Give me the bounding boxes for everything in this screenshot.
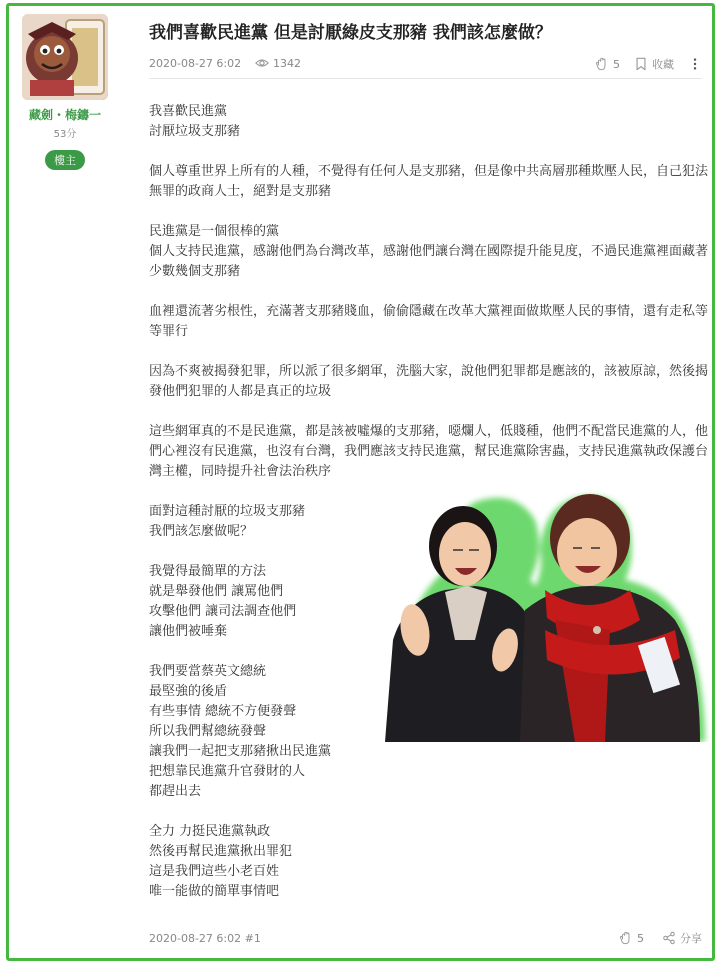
- paragraph-line: 全力 力挺民進黨執政: [149, 824, 271, 839]
- avatar-image: [22, 14, 108, 100]
- footer-date: 2020-08-27 6:02 #1: [149, 932, 261, 945]
- footer-like-count: 5: [637, 931, 644, 945]
- like-count: 5: [613, 57, 620, 71]
- paragraph-line: 然後再幫民進黨揪出罪犯: [149, 844, 293, 859]
- post-paragraph: [149, 162, 709, 202]
- paragraph-line: 我喜歡民進黨: [149, 104, 228, 119]
- author-sidebar: [19, 14, 111, 170]
- more-button[interactable]: [688, 57, 702, 71]
- post-paragraph: [149, 422, 709, 482]
- paragraph-line: 攻擊他們 讓司法調查他們: [149, 604, 297, 619]
- header-divider: [149, 78, 702, 79]
- share-label: 分享: [680, 932, 702, 945]
- paragraph-line: 所以我們幫總統發聲: [149, 724, 267, 739]
- post-paragraph: [149, 662, 369, 802]
- paragraph-line: 讓我們一起把支那豬揪出民進黨: [149, 744, 332, 759]
- post-title: 我們喜歡民進黨 但是討厭綠皮支那豬 我們該怎麼做？: [149, 23, 552, 43]
- paragraph-line: 個人尊重世界上所有的人種，不覺得有任何人是支那豬，但是像中共高層那種欺壓人民，自己犯法無罪的政商人士，絕對是支那豬: [149, 164, 709, 199]
- author-name[interactable]: 藏劍・梅鑄一: [28, 108, 101, 122]
- post-footer: [149, 930, 702, 948]
- author-avatar[interactable]: [22, 14, 108, 100]
- author-score: 53分: [53, 129, 77, 140]
- paragraph-line: 民進黨是一個很棒的黨: [149, 224, 280, 239]
- paragraph-line: 個人支持民進黨，感謝他們為台灣改革，感謝他們讓台灣在國際提升能見度，不過民進黨裡面藏著少數幾個支那豬: [149, 244, 709, 279]
- paragraph-line: 唯一能做的簡單事情吧: [149, 884, 280, 899]
- post-paragraph: [149, 822, 369, 902]
- paragraph-line: 這是我們這些小老百姓: [149, 864, 280, 879]
- view-count: 1342: [273, 56, 301, 70]
- footer-like-button[interactable]: [619, 931, 644, 945]
- paragraph-line: 最堅強的後盾: [149, 684, 228, 699]
- share-button[interactable]: [662, 930, 702, 946]
- paragraph-line: 有些事情 總統不方便發聲: [149, 704, 297, 719]
- paragraph-line: 面對這種討厭的垃圾支那豬: [149, 504, 306, 519]
- post-paragraph: [149, 562, 369, 642]
- post-frame: [6, 3, 715, 961]
- op-badge: 樓主: [45, 150, 85, 170]
- post-paragraph: [149, 302, 709, 342]
- more-vertical-icon: [688, 57, 702, 71]
- save-button[interactable]: [634, 56, 674, 72]
- post-meta: [149, 56, 702, 74]
- paragraph-line: 我們要當蔡英文總統: [149, 664, 267, 679]
- paragraph-line: 因為不爽被揭發犯罪，所以派了很多網軍，洗腦大家，說他們犯罪都是應該的，該被原諒，然後揭發他們犯罪的人都是真正的垃圾: [149, 364, 709, 399]
- clap-icon: [619, 931, 633, 945]
- post-paragraph: [149, 222, 709, 282]
- paragraph-line: 就是舉發他們 讓罵他們: [149, 584, 284, 599]
- paragraph-line: 我覺得最簡單的方法: [149, 564, 267, 579]
- post-views: [255, 56, 301, 70]
- post-photo: [375, 490, 709, 742]
- paragraph-line: 討厭垃圾支那豬: [149, 124, 241, 139]
- photo-image: [375, 490, 709, 742]
- post-date: 2020-08-27 6:02: [149, 57, 242, 70]
- save-label: 收藏: [652, 58, 674, 71]
- post-body-upper: [149, 102, 709, 482]
- bookmark-icon: [634, 57, 648, 71]
- post-paragraph: [149, 102, 709, 142]
- eye-icon: [255, 56, 269, 70]
- post-paragraph: [149, 362, 709, 402]
- clap-icon: [595, 57, 609, 71]
- share-icon: [662, 931, 676, 945]
- like-button[interactable]: [595, 57, 620, 71]
- paragraph-line: 血裡還流著劣根性，充滿著支那豬賤血，偷偷隱藏在改革大黨裡面做欺壓人民的事情，還有走私等等罪行: [149, 304, 709, 339]
- paragraph-line: 都趕出去: [149, 784, 202, 799]
- paragraph-line: 我們該怎麼做呢？: [149, 524, 254, 539]
- paragraph-line: 把想靠民進黨升官發財的人: [149, 764, 306, 779]
- post-paragraph: [149, 502, 369, 542]
- post-body-lower: [149, 502, 369, 902]
- paragraph-line: 這些網軍真的不是民進黨，都是該被噓爆的支那豬，噁爛人，低賤種，他們不配當民進黨的人，他們心裡沒有民進黨，也沒有台灣，我們應該支持民進黨，幫民進黨除害蟲，支持民進黨執政保護台灣主權，同時提升社會法治秩序: [149, 424, 709, 479]
- paragraph-line: 讓他們被唾棄: [149, 624, 228, 639]
